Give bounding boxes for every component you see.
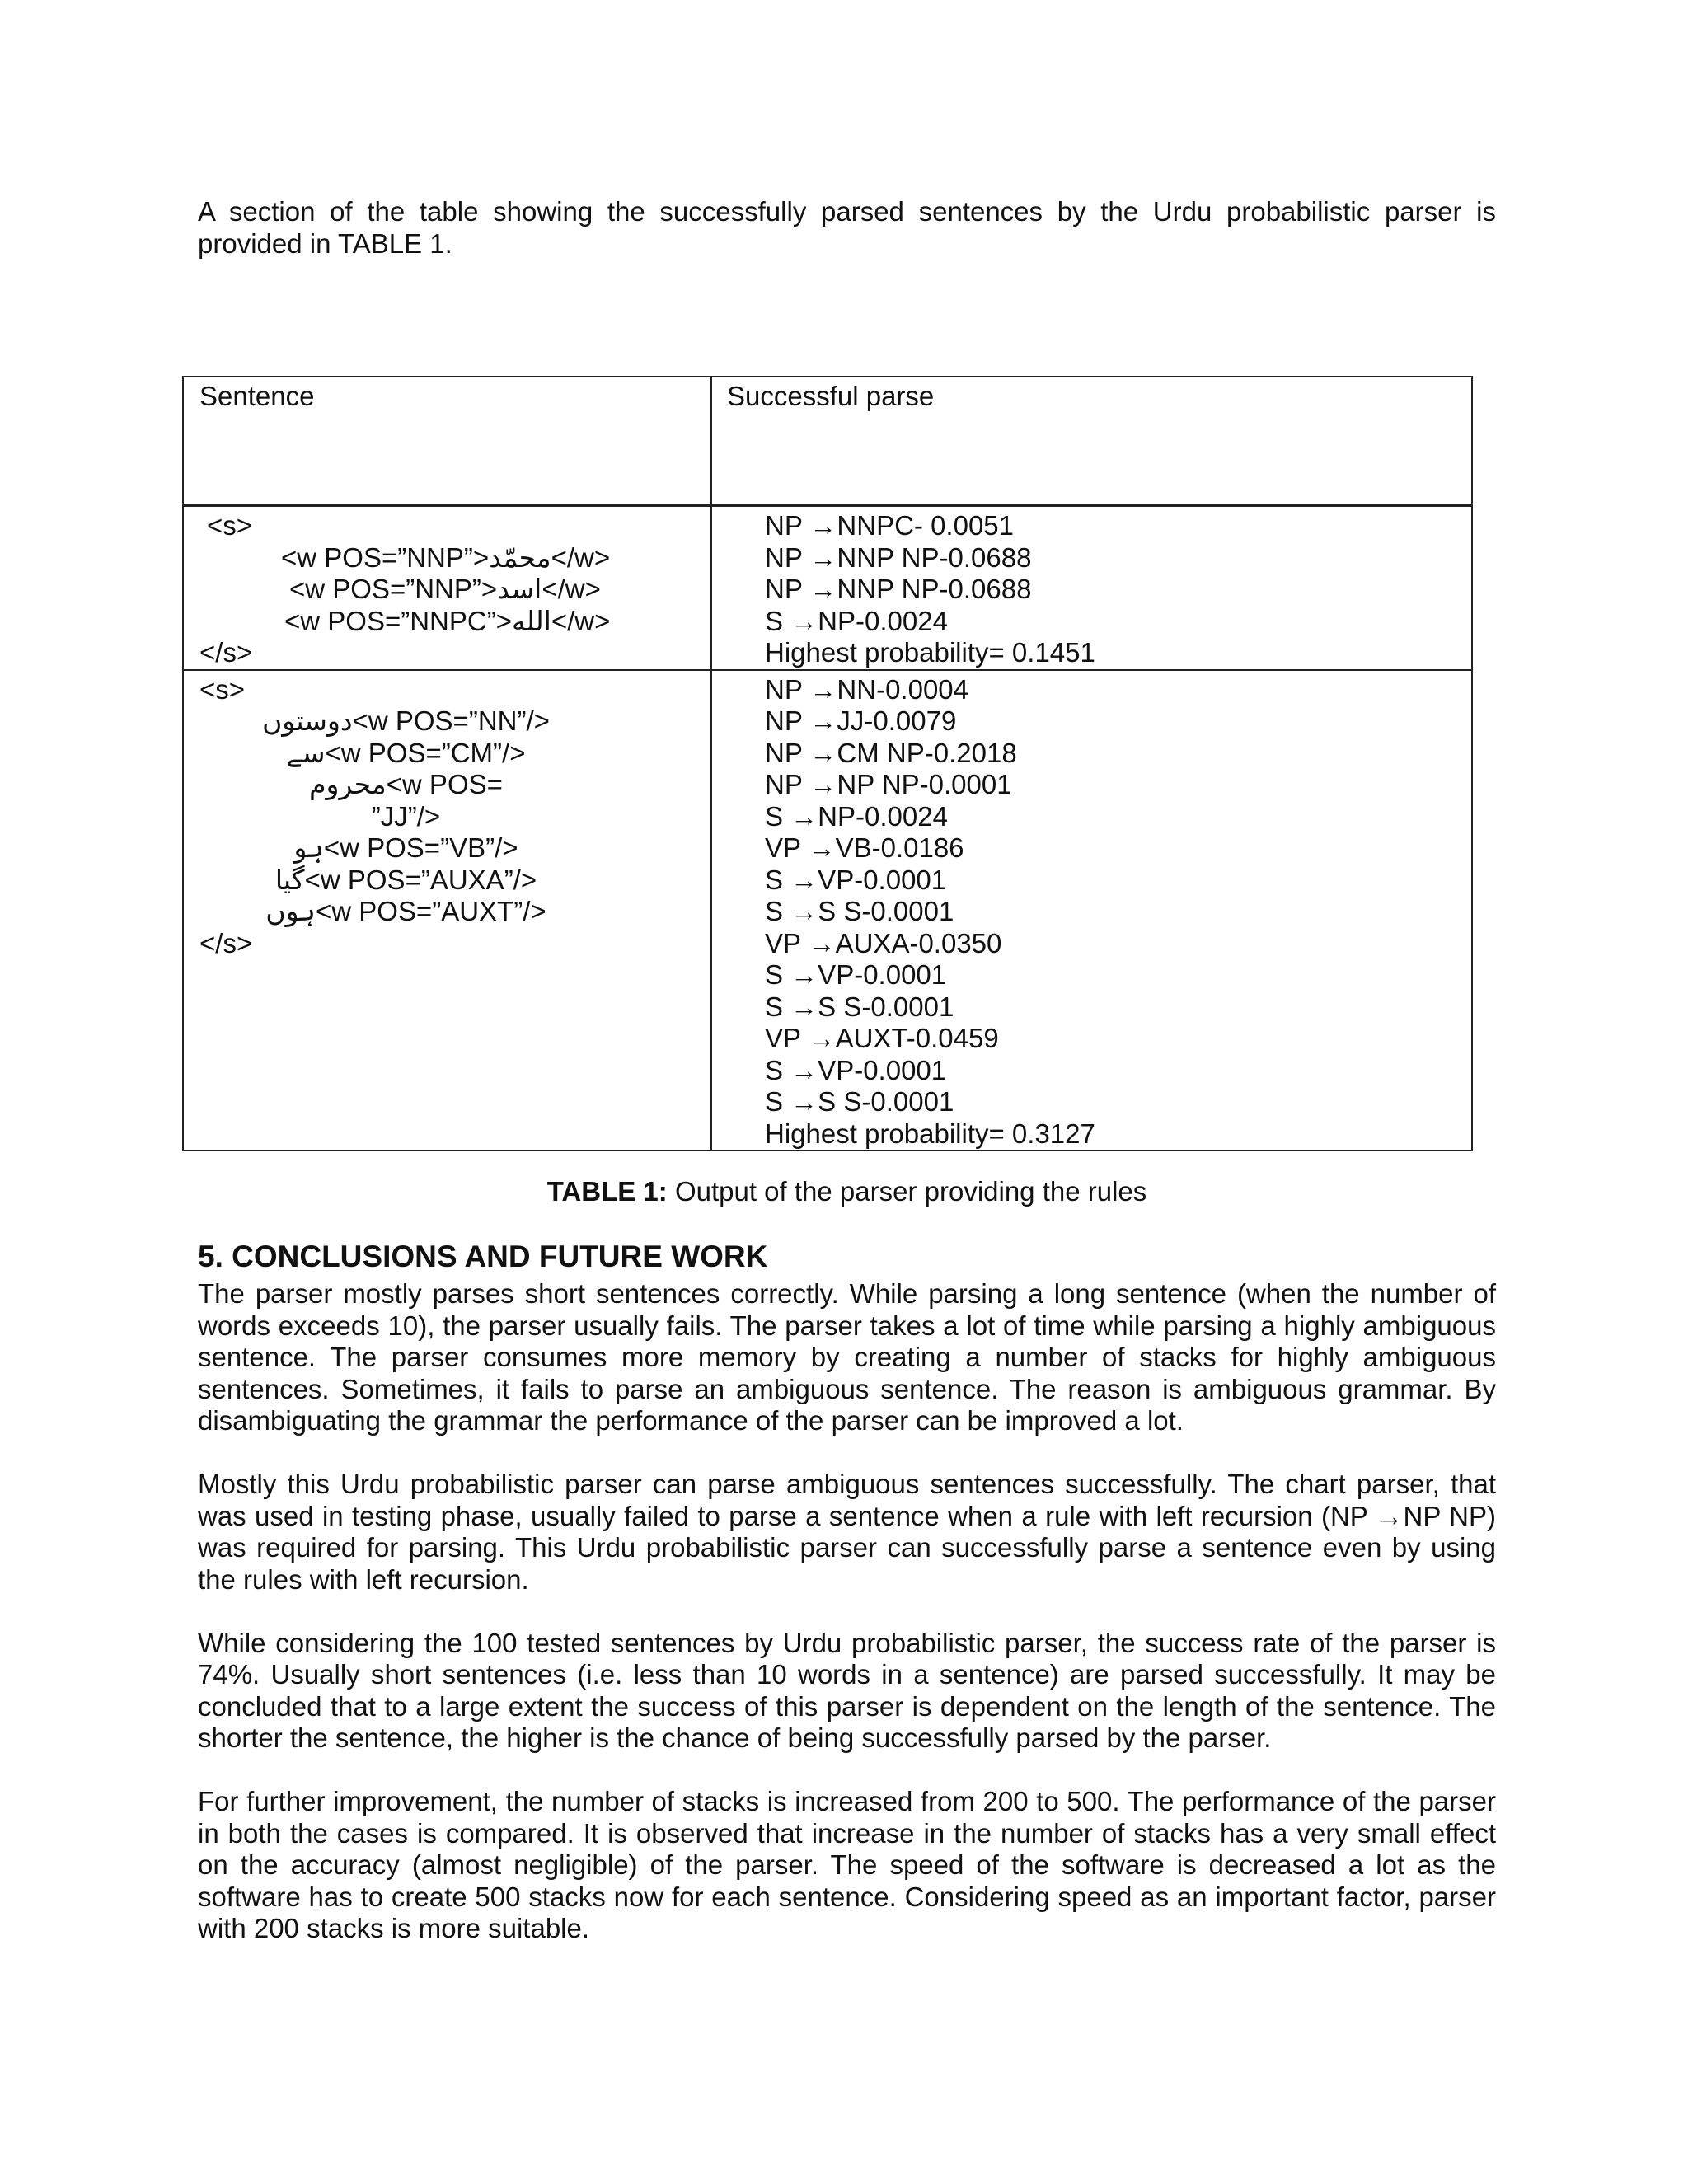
table-header-row	[183, 377, 1472, 506]
sentence-token: محروم<w POS=	[309, 769, 503, 799]
sentence-token: دوستوں<w POS=”NN”/>	[262, 705, 550, 736]
parse-table	[182, 376, 1473, 1151]
parse-rule: NP →NNP NP-0.0688	[765, 574, 1032, 604]
sentence-cell-2	[183, 670, 711, 1151]
sentence-token: <w POS=”NNP”>اسد</w>	[289, 574, 601, 604]
sentence-cell-1	[183, 506, 711, 670]
header-successful-parse: Successful parse	[711, 377, 1472, 506]
sentence-token: ہوں<w POS=”AUXT”/>	[265, 896, 546, 926]
parse-rule: NP →CM NP-0.2018	[765, 737, 1017, 768]
parse-rule: VP →AUXT-0.0459	[765, 1023, 999, 1053]
table-row	[183, 670, 1472, 1151]
rules-cell-2	[711, 670, 1472, 1151]
body-paragraph: While considering the 100 tested sentences by Urdu probabilistic parser, the success rate of the parser is 74%. Usually short sentences (i.e. less than 10 words in a sentence) are parsed successfully. It may be concluded that to a large extent the success of this parser is dependent on the length of the sentence. The shorter the sentence, the higher is the chance of being successfully parsed by the parser.	[198, 1627, 1496, 1753]
parse-rule: NP →NN-0.0004	[765, 673, 969, 705]
sentence-token: سے<w POS=”CM”/>	[286, 737, 526, 768]
sentence-token: </s>	[199, 637, 253, 668]
sentence-token: </s>	[199, 927, 253, 958]
caption-label: TABLE 1:	[546, 1176, 668, 1207]
sentence-token: <s>	[207, 510, 253, 541]
sentence-token: ہو<w POS=”VB”/>	[293, 832, 518, 863]
highest-probability: Highest probability= 0.3127	[765, 1118, 1095, 1149]
body-paragraph: The parser mostly parses short sentences correctly. While parsing a long sentence (when the number of words exceeds 10), the parser usually fails. The parser takes a lot of time while parsing a highly ambiguous sentence. The parser consumes more memory by creating a number of stacks for highly ambiguous sentences. Sometimes, it fails to parse an ambiguous sentence. The reason is ambiguous grammar. By disambiguating the grammar the performance of the parser can be improved a lot.	[198, 1278, 1496, 1436]
body-paragraph: For further improvement, the number of stacks is increased from 200 to 500. The performance of the parser in both the cases is compared. It is observed that increase in the number of stacks has a very small effect on the accuracy (almost negligible) of the parser. The speed of the software is decreased a lot as the software has to create 500 stacks now for each sentence. Considering speed as an important factor, parser with 200 stacks is more suitable.	[198, 1786, 1496, 1943]
caption-text: Output of the parser providing the rules	[667, 1176, 1147, 1207]
table-caption	[198, 1176, 1496, 1207]
section-heading: 5. CONCLUSIONS AND FUTURE WORK	[198, 1240, 768, 1273]
parse-rule: S →S S-0.0001	[765, 896, 954, 926]
rules-cell-1	[711, 506, 1472, 670]
parse-rule: VP →VB-0.0186	[765, 832, 964, 863]
sentence-token: <w POS=”NNPC”>الله</w>	[284, 605, 611, 636]
header-sentence: Sentence	[183, 377, 711, 506]
parse-rule: NP →JJ-0.0079	[765, 705, 957, 736]
parse-rule: NP →NNPC- 0.0051	[765, 510, 1015, 541]
sentence-token: <s>	[199, 673, 246, 705]
highest-probability: Highest probability= 0.1451	[765, 637, 1095, 668]
parse-rule: NP →NP NP-0.0001	[765, 769, 1012, 799]
table-row	[183, 506, 1472, 670]
body-paragraph: Mostly this Urdu probabilistic parser can parse ambiguous sentences successfully. The chart parser, that was used in testing phase, usually failed to parse a sentence when a rule with left recursion (NP →NP NP) was required for parsing. This Urdu probabilistic parser can successfully parse a sentence even by using the rules with left recursion.	[198, 1469, 1496, 1595]
parse-rule: S →S S-0.0001	[765, 1086, 954, 1117]
sentence-token: <w POS=”NNP”>محمّد</w>	[281, 541, 611, 573]
parse-rule: S →VP-0.0001	[765, 1054, 947, 1085]
parse-rule: S →S S-0.0001	[765, 991, 954, 1022]
parse-rule: S →NP-0.0024	[765, 605, 948, 636]
section-body	[198, 1278, 1496, 1976]
parse-rule: VP →AUXA-0.0350	[765, 927, 1002, 958]
parse-rule: S →VP-0.0001	[765, 959, 947, 990]
sentence-token: گیا<w POS=”AUXA”/>	[274, 864, 537, 895]
parse-rule: NP →NNP NP-0.0688	[765, 541, 1032, 573]
sentence-token: ”JJ”/>	[371, 800, 441, 832]
parse-rule: S →VP-0.0001	[765, 864, 947, 895]
parse-rule: S →NP-0.0024	[765, 800, 948, 832]
intro-paragraph: A section of the table showing the successfully parsed sentences by the Urdu probabilistic parser is provided in TABLE 1.	[198, 196, 1496, 259]
